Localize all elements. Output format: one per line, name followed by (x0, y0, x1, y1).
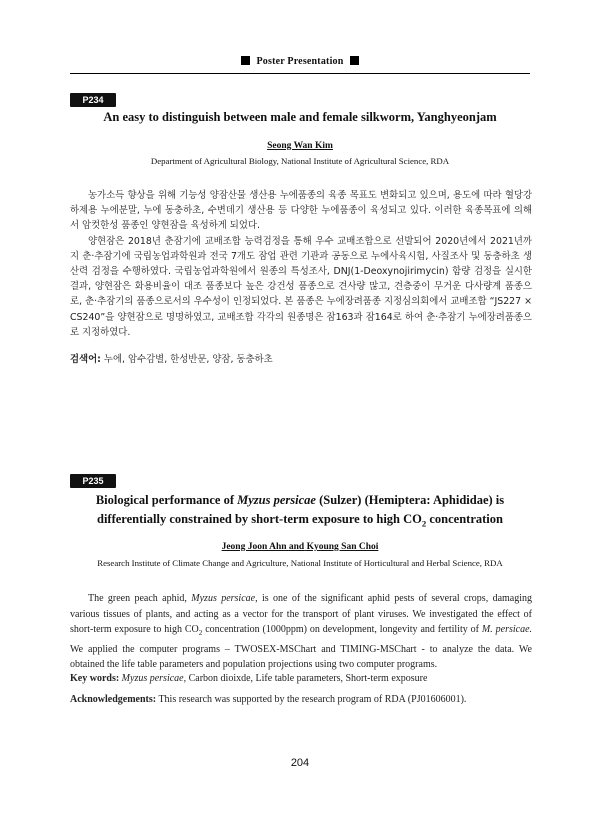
abstract-title: An easy to distinguish between male and female silkworm, Yanghyeonjam (103, 110, 497, 124)
abstract-keywords (70, 351, 532, 365)
square-bullet-icon (241, 56, 250, 65)
title-text: differentially constrained by short-term exposure to high CO (97, 512, 422, 526)
abstract-authors: Seong Wan Kim (267, 141, 333, 151)
body-text: , is one of the significant aphid pests of several crops, damaging various tissues of plants, and acting as a vector for the transport of plant viruses. We investigated the effect of short-term exposure to high CO (70, 593, 532, 636)
title-text: (Sulzer) (Hemiptera: Aphididae) is (315, 493, 505, 507)
section-header (0, 56, 600, 67)
page-number: 204 (290, 757, 310, 769)
abstract-affiliation: Research Institute of Climate Change and Agriculture, National Institute of Horticultural and Herbal Science, RDA (97, 558, 503, 568)
keywords-label: Key words: (70, 673, 120, 684)
body-text: We applied the computer programs – TWOSEX-MSChart and TIMING-MSChart - to analyze the data. We obtained the life table parameters and population projections using two computer programs. (70, 643, 532, 671)
abstract-authors (60, 542, 540, 552)
keywords-text: Carbon dioixde, Life table parameters, Short-term exposure (186, 673, 428, 684)
title-species: Myzus persicae (237, 493, 316, 507)
body-text: The green peach aphid, (88, 593, 192, 604)
title-text: concentration (426, 512, 503, 526)
body-species: M. persicae. (481, 624, 533, 636)
square-bullet-icon (350, 56, 359, 65)
title-text: Biological performance of (95, 493, 238, 507)
abstract-title (60, 491, 540, 534)
header-rule (70, 73, 530, 74)
section-title: Poster Presentation (256, 56, 344, 67)
author-name: Jeong Joon Ahn (221, 542, 287, 552)
keywords-text: 누에, 암수감별, 한성반문, 양잠, 동충하초 (103, 354, 273, 365)
acknowledgements (70, 694, 532, 705)
abstract-keywords (70, 673, 532, 684)
abstract-affiliation: Department of Agricultural Biology, National Institute of Agricultural Science, RDA (150, 156, 450, 166)
abstract-code-badge: P235 (70, 474, 116, 488)
ack-text: This research was supported by the research program of RDA (PJ01606001). (158, 694, 467, 705)
title-subscript: 2 (421, 518, 427, 529)
author-join: and (288, 542, 305, 552)
abstract-paragraph: 농가소득 향상을 위해 기능성 양잠산물 생산용 누에품종의 육종 목표도 변화되고 있으며, 용도에 따라 혈당강하제용 누에분말, 누에 동충하초, 수변데기 생산용 등 다양한 누에품종이 육성되고 있다. 이러한 육종목표에 의해서 암컷한성 품종인 양현잠을 육성하게 되었다. (70, 190, 532, 232)
abstract-code-badge: P234 (70, 93, 116, 107)
abstract-body (70, 591, 532, 673)
body-text: concentration (1000ppm) on development, longevity and fertility of (202, 624, 482, 636)
author-name: Kyoung San Choi (306, 542, 379, 552)
ack-label: Acknowledgements: (70, 694, 157, 705)
keywords-species: Myzus persicae, (121, 673, 187, 684)
abstract-paragraph: 양현잠은 2018년 춘잠기에 교배조합 능력검정을 통해 우수 교배조합으로 선발되어 2020년에서 2021년까지 춘·추잠기에 국립농업과학원과 전국 7개도 잠업 관련 기관과 공동으로 누에사육시험, 사질조사 및 동충하초 생산력 검정을 수행하였다. 국립농업과학원에서 원종의 특성조사, DNJ(1-Deoxynojirimycin) 함량 검정을 실시한 결과, 양현잠은 화용비율이 대조 품종보다 높은 강건성 품종으로 견사량 많고, 견층중이 무거운 다사량계 품종으로, 춘·추잠기의 품종으로서의 우수성이 인정되었다. 본 품종은 누에장려품종 지정심의회에서 교배조합 “JS227 × CS240”을 양현잠으로 명명하였고, 교배조합 각각의 원종명은 잠163과 잠164로 하여 춘·추잠기 누에장려품종으로 지정하였다. (70, 235, 532, 338)
keywords-label: 검색어: (70, 354, 101, 365)
abstract-body (70, 188, 532, 340)
body-species: Myzus persicae (191, 593, 256, 604)
abstract-paragraph (70, 591, 532, 673)
body-subscript: 2 (198, 629, 203, 638)
